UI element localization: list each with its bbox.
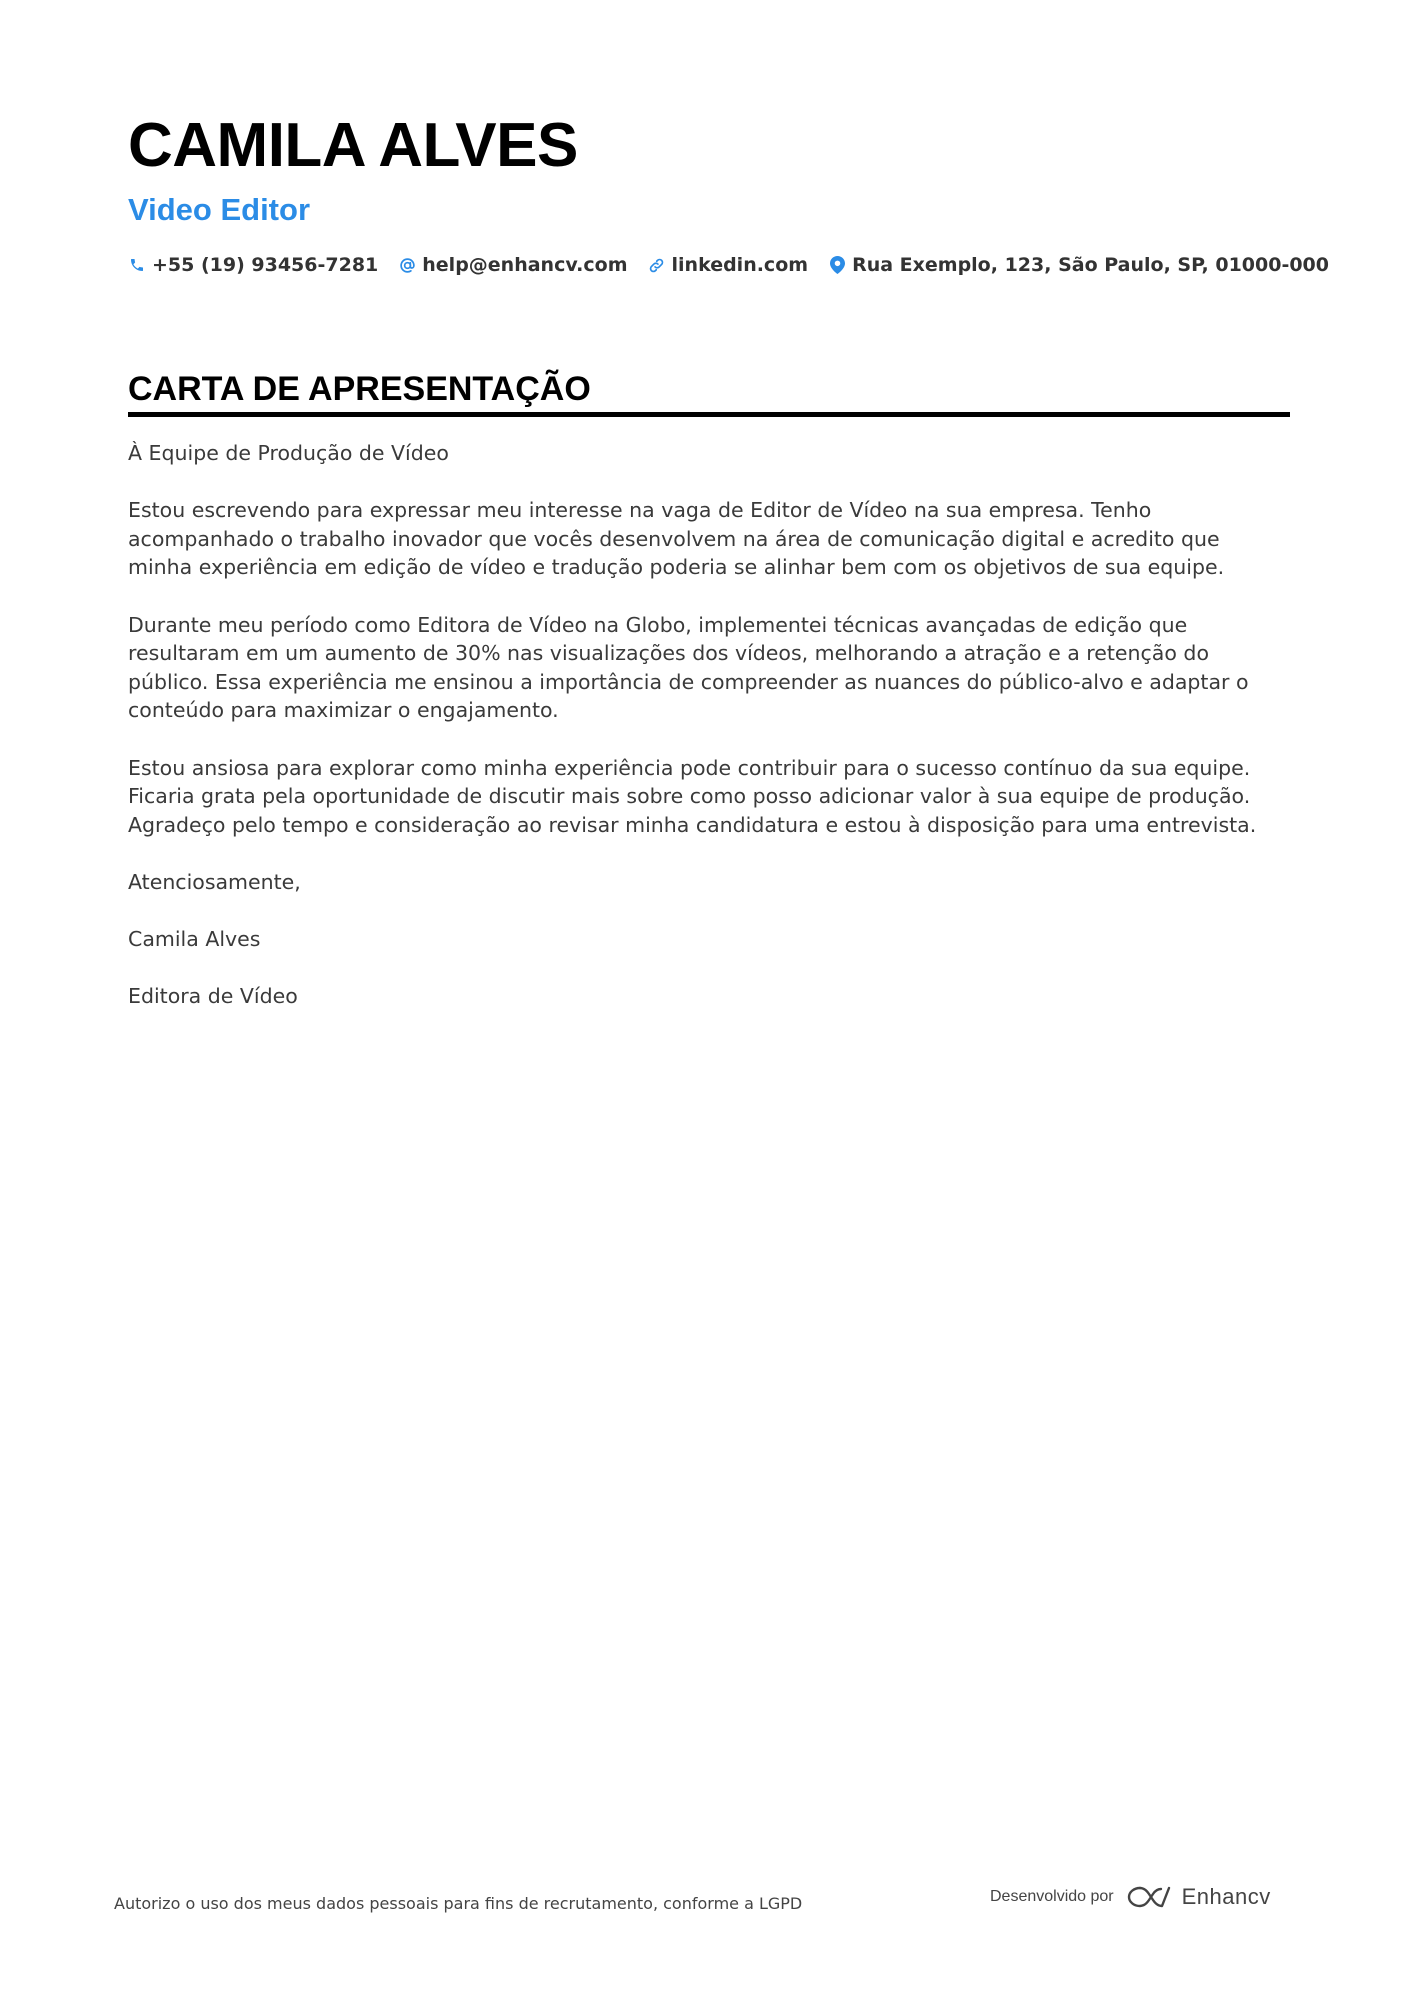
enhancv-logo-icon [1126, 1884, 1172, 1910]
letter-body [128, 439, 1290, 1011]
job-title: Video Editor [128, 192, 311, 227]
candidate-name: CAMILA ALVES [128, 111, 578, 180]
contact-email[interactable] [398, 254, 627, 276]
phone-text: +55 (19) 93456-7281 [152, 254, 379, 276]
letter-greeting: À Equipe de Produção de Vídeo [128, 441, 449, 465]
letter-paragraph: Estou escrevendo para expressar meu interesse na vaga de Editor de Vídeo na sua empresa. Tenho acompanhado o trabalho inovador que vocês desenvolvem na área de comunicação digital e acredito que minha experiência em edição de vídeo e tradução poderia se alinhar bem com os objetivos de sua equipe. [128, 498, 1225, 580]
signature-title: Editora de Vídeo [128, 984, 298, 1009]
section-title: CARTA DE APRESENTAÇÃO [128, 368, 1290, 417]
link-icon [648, 256, 666, 274]
header [128, 108, 1330, 276]
signature-name: Camila Alves [128, 927, 261, 952]
letter-paragraph: Durante meu período como Editora de Vídeo na Globo, implementei técnicas avançadas de edição que resultaram em um aumento de 30% nas visualizações dos vídeos, melhorando a atração e a retenção do público. Essa experiência me ensinou a importância de compreender as nuances do público-alvo e adaptar o conteúdo para maximizar o engajamento. [128, 612, 1249, 723]
powered-by-label: Desenvolvido por [990, 1888, 1114, 1905]
linkedin-text: linkedin.com [671, 254, 809, 276]
consent-note: Autorizo o uso dos meus dados pessoais para fins de recrutamento, conforme a LGPD [114, 1894, 803, 1913]
brand-name: Enhancv [1181, 1884, 1271, 1909]
phone-icon [128, 256, 146, 274]
location-pin-icon [828, 256, 846, 274]
address-text: Rua Exemplo, 123, São Paulo, SP, 01000-000 [852, 254, 1330, 276]
contact-address [828, 254, 1329, 276]
letter-closing: Atenciosamente, [128, 869, 301, 894]
powered-by[interactable] [990, 1884, 1271, 1910]
contact-bar [128, 254, 1330, 276]
contact-phone [128, 254, 378, 276]
at-icon [398, 256, 416, 274]
contact-linkedin[interactable] [648, 254, 809, 276]
email-text: help@enhancv.com [422, 254, 628, 276]
cover-letter-section [128, 368, 1290, 1039]
letter-paragraph: Estou ansiosa para explorar como minha experiência pode contribuir para o sucesso contínuo da sua equipe. Ficaria grata pela oportunidade de discutir mais sobre como posso adicionar valor à sua equipe de produção. Agradeço pelo tempo e consideração ao revisar minha candidatura e estou à disposição para uma entrevista. [128, 755, 1257, 837]
